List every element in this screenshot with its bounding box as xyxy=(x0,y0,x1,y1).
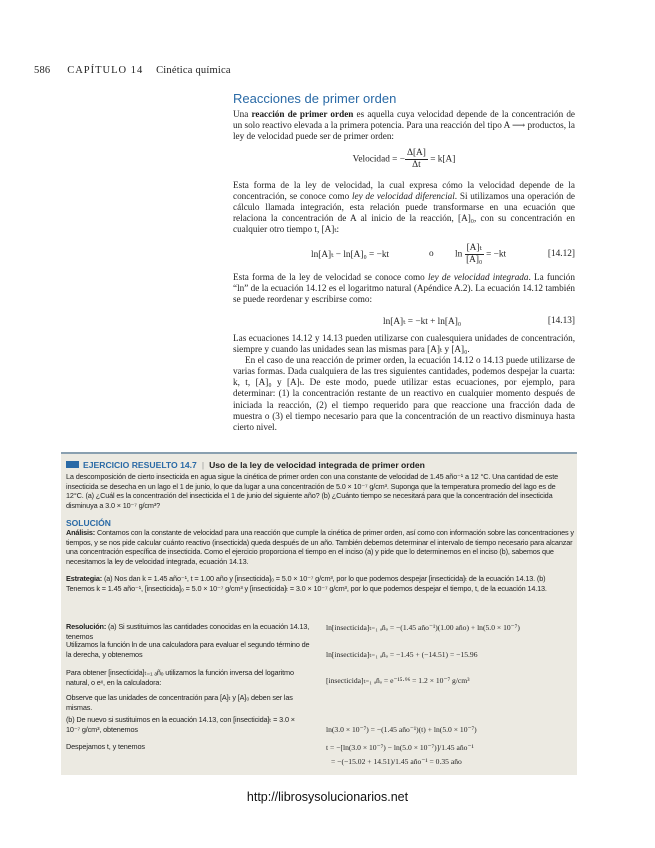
intro-paragraph: Una reacción de primer orden es aquella cuya velocidad depende de la concentración de un solo reactivo elevada a la primera potencia. Para una reacción del tipo A ⟶ productos, la ley de velocidad puede ser de primer orden: xyxy=(233,109,575,142)
solution-label: SOLUCIÓN xyxy=(66,518,111,528)
section-title: Reacciones de primer orden xyxy=(233,91,397,106)
units-paragraph: Las ecuaciones 14.12 y 14.13 pueden utilizarse con cualesquiera unidades de concentración, siempre y cuando las unidades sean las mismas para [A]ₜ y [A]₀. En el caso de una reacción de primer orden, la ecuación 14.12 o 14.13 puede utilizarse de varias formas. Dada cualquiera de las tres siguientes cantidades, podemos despejar la cuarta: k, t, [A]₀ y [A]ₜ. De este modo, puede utilizar estas ecuaciones, por ejemplo, para determinar: (1) la concentración restante de un reactivo en cualquier momento después de iniciada la reacción, (2) el tiempo requerido para que reaccione una fracción dada de muestra o (3) el tiempo necesario para que la concentración de un reactivo disminuya hasta cierto nivel. xyxy=(233,333,575,432)
differential-law-paragraph: Esta forma de la ley de velocidad, la cual expresa cómo la velocidad depende de la concentración, se conoce como ley de velocidad diferencial. Si utilizamos una operación de cálculo llamada integración, esta relación puede transformarse en una ecuación que relaciona la concentración de A al inicio de la reacción, [A]₀, con su concentración en cualquier otro tiempo t, [A]ₜ: xyxy=(233,180,575,235)
page-number: 586 xyxy=(34,65,51,76)
analysis-paragraph: Análisis: Contamos con la constante de velocidad para una reacción que cumple la cinética de primer orden, así como con información sobre las concentraciones y tiempos, y se nos pide calcular cuánto reactivo (insecticida) queda después de un año. También debemos determinar el intervalo de tiempo necesario para alcanzar una concentración específica de insecticida. Como el ejercicio proporciona el tiempo en el inciso (a) y pide que lo determinemos en el inciso (b), sabemos que necesitamos la ley de velocidad integrada, ecuación 14.13. xyxy=(66,528,574,566)
step-ln-calculator: Utilizamos la función ln de una calculadora para evaluar el segundo término de la derecha, y obtenemos xyxy=(66,640,310,659)
integrated-law-paragraph: Esta forma de la ley de velocidad se conoce como ley de velocidad integrada. La función “ln” de la ecuación 14.12 es el logaritmo natural (Apéndice A.2). La ecuación 14.12 también se puede reordenar y escribirse como: xyxy=(233,272,575,305)
resolution-intro: Resolución: (a) Si sustituimos las cantidades conocidas en la ecuación 14.13, tenemos xyxy=(66,622,310,641)
step-b-substitute: (b) De nuevo si sustituimos en la ecuación 14.13, con [insecticida]ₜ = 3.0 × 10⁻⁷ g/cm³, obtenemos xyxy=(66,715,295,734)
rate-equation: Velocidad = − $\frac{\Delta[A]}{\Delta t}$ = k[A] xyxy=(352,148,456,170)
equation-b2: t = −[ln(3.0 × 10⁻⁷) − ln(5.0 × 10⁻⁷)]/1.45 año⁻¹ xyxy=(326,743,474,752)
exercise-header: EJERCICIO RESUELTO 14.7 | Uso de la ley de velocidad integrada de primer orden xyxy=(66,460,425,470)
chapter-title: Cinética química xyxy=(156,65,231,76)
equation-a1: ln[insecticida]ₜ₌₁ ₐñₒ = −(1.45 año⁻¹)(1.00 año) + ln(5.0 × 10⁻⁷) xyxy=(326,623,520,632)
exercise-top-rule xyxy=(61,452,577,454)
chapter-label: CAPÍTULO 14 xyxy=(67,65,144,76)
step-solve-t: Despejamos t, y tenemos xyxy=(66,742,145,751)
units-note: Observe que las unidades de concentración para [A]ₜ y [A]₀ deben ser las mismas. xyxy=(66,693,293,712)
running-header xyxy=(34,65,231,76)
equation-number: [14.12] xyxy=(547,249,575,259)
equation-a3: [insecticida]ₜ₌₁ ₐñₒ = e⁻¹⁵·⁹⁶ = 1.2 × 10⁻⁷ g/cm³ xyxy=(326,676,470,685)
footer-url: http://librosysolucionarios.net xyxy=(246,790,409,804)
equation-number: [14.13] xyxy=(547,316,575,326)
exercise-title: Uso de la ley de velocidad integrada de primer orden xyxy=(209,460,425,470)
equation-b1: ln(3.0 × 10⁻⁷) = −(1.45 año⁻¹)(t) + ln(5.0 × 10⁻⁷) xyxy=(326,725,477,734)
exercise-statement: La descomposición de cierto insecticida en agua sigue la cinética de primer orden con una constante de velocidad de 1.45 año⁻¹ a 12 °C. Una cantidad de este insecticida se desecha en un lago el 1 de junio, lo que da lugar a una concentración de 5.0 × 10⁻⁷ g/cm³. Suponga que la temperatura promedio del lago es de 12°C. (a) ¿Cuál es la concentración del insecticida el 1 de junio del siguiente año? (b) ¿Cuánto tiempo se necesitará para que la concentración del insecticida disminuya a 3.0 × 10⁻⁷ g/cm³? xyxy=(66,472,559,510)
blue-square-icon xyxy=(66,461,79,468)
strategy-paragraph: Estrategia: (a) Nos dan k = 1.45 año⁻¹, t = 1.00 año y [insecticida]₀ = 5.0 × 10⁻⁷ g/cm³, por lo que podemos despejar [insecticida]ₜ de la ecuación 14.13. (b) Tenemos k = 1.45 año⁻¹, [insecticida]₀ = 5.0 × 10⁻⁷ g/cm³ y [insecticida]ₜ = 3.0 × 10⁻⁷ g/cm³, por lo que podemos despejar el tiempo, t, de la ecuación 14.13. xyxy=(66,574,547,593)
step-inverse-log: Para obtener [insecticida]ₜ₌₁ ₐñₒ utilizamos la función inversa del logaritmo natural, o eˣ, en la calculadora: xyxy=(66,668,294,687)
exercise-label: EJERCICIO RESUELTO 14.7 xyxy=(83,460,197,470)
equation-a2: ln[insecticida]ₜ₌₁ ₐñₒ = −1.45 + (−14.51) = −15.96 xyxy=(326,650,478,659)
equation-b3: = −(−15.02 + 14.51)/1.45 año⁻¹ = 0.35 año xyxy=(331,757,462,766)
